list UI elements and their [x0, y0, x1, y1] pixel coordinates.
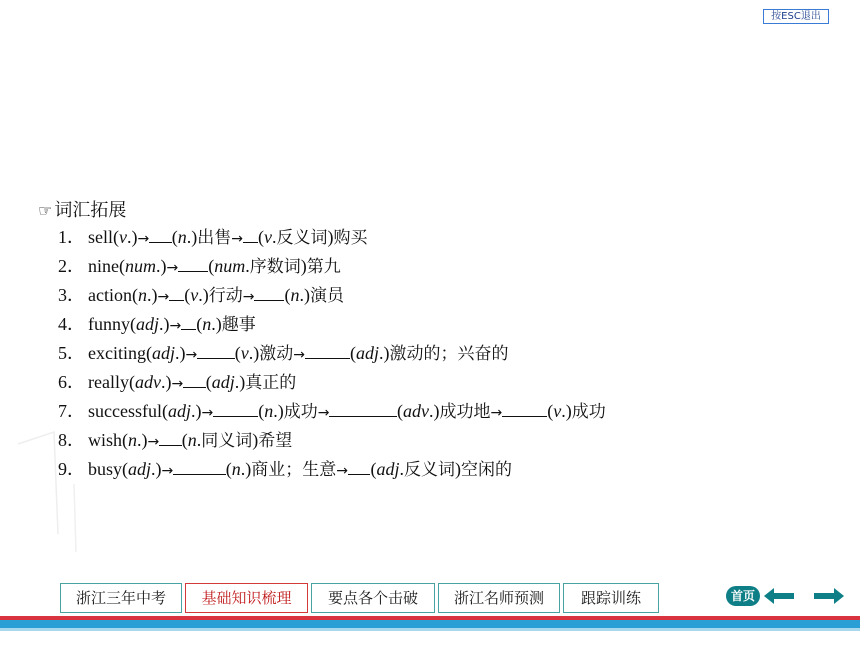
vocab-list: [58, 224, 606, 485]
item-text: (: [234, 343, 241, 363]
answer-blank[interactable]: [502, 401, 547, 417]
esc-exit-button[interactable]: 按ESC退出: [763, 9, 829, 24]
answer-blank[interactable]: [183, 372, 206, 388]
item-number: 9．: [58, 459, 85, 479]
arrow-right-icon[interactable]: [812, 588, 844, 604]
part-of-speech: n: [187, 430, 197, 450]
part-of-speech: v: [119, 227, 127, 247]
item-text: (: [349, 343, 356, 363]
faint-decoration: [14, 424, 134, 554]
item-text: action(: [88, 285, 138, 305]
vocab-item: [58, 340, 606, 369]
item-text: sell(: [88, 227, 119, 247]
item-text: .): [151, 459, 162, 479]
part-of-speech: adj: [355, 343, 379, 363]
vocab-item: [58, 427, 606, 456]
item-text: .)趣事: [211, 314, 256, 335]
arrow-icon: →: [490, 405, 503, 421]
item-text: busy(: [88, 459, 128, 479]
arrow-icon: →: [201, 405, 214, 421]
item-text: .)成功: [561, 401, 606, 422]
answer-blank[interactable]: [149, 227, 172, 243]
item-number: 2．: [58, 256, 85, 276]
part-of-speech: adj: [167, 401, 191, 421]
item-text: .)成功地: [428, 401, 491, 422]
answer-blank[interactable]: [348, 459, 371, 475]
item-number: 1．: [58, 227, 85, 247]
vocab-item: [58, 282, 606, 311]
item-text: .)行动: [198, 285, 243, 306]
footer-band-blue: [0, 620, 860, 628]
item-text: .): [137, 430, 148, 450]
item-text: wish(: [88, 430, 128, 450]
item-text: (: [225, 459, 232, 479]
arrow-icon: →: [169, 318, 182, 334]
item-text: (: [205, 372, 212, 392]
item-text: .)成功: [273, 401, 318, 422]
answer-blank[interactable]: [305, 343, 350, 359]
item-text: (: [258, 401, 265, 421]
item-text: (: [181, 430, 188, 450]
vocab-item: [58, 369, 606, 398]
item-text: (: [196, 314, 203, 334]
item-text: exciting(: [88, 343, 152, 363]
item-text: .同义词)希望: [196, 430, 293, 451]
part-of-speech: num: [124, 256, 156, 276]
item-text: (: [208, 256, 215, 276]
arrow-icon: →: [231, 231, 243, 247]
item-text: .): [127, 227, 138, 247]
part-of-speech: adv: [134, 372, 161, 392]
arrow-left-icon[interactable]: [764, 588, 796, 604]
item-number: 6．: [58, 372, 85, 392]
item-number: 3．: [58, 285, 85, 305]
item-number: 7．: [58, 401, 85, 421]
item-text: .序数词)第九: [245, 256, 341, 277]
part-of-speech: adj: [128, 459, 152, 479]
vocab-item: [58, 456, 606, 485]
part-of-speech: adj: [136, 314, 160, 334]
arrow-icon: →: [171, 376, 184, 392]
item-text: successful(: [88, 401, 168, 421]
part-of-speech: v: [190, 285, 199, 305]
part-of-speech: v: [553, 401, 562, 421]
part-of-speech: adj: [211, 372, 235, 392]
tab-basic-knowledge[interactable]: 基础知识梳理: [185, 583, 308, 613]
answer-blank[interactable]: [197, 343, 235, 359]
arrow-icon: →: [317, 405, 330, 421]
item-text: .): [146, 285, 158, 305]
item-text: .)出售: [186, 227, 232, 248]
item-text: (: [184, 285, 191, 305]
item-text: .反义词)购买: [271, 227, 368, 248]
arrow-icon: →: [161, 463, 174, 479]
item-number: 8．: [58, 430, 85, 450]
item-number: 5．: [58, 343, 85, 363]
item-text: (: [171, 227, 178, 247]
part-of-speech: n: [137, 285, 147, 305]
pointing-hand-icon: ☞: [38, 201, 53, 220]
item-text: .)激动: [248, 343, 294, 364]
part-of-speech: n: [128, 430, 137, 450]
item-text: .反义词)空闲的: [399, 459, 512, 480]
item-text: (: [257, 227, 264, 247]
vocab-item: [58, 224, 606, 253]
arrow-icon: →: [336, 463, 348, 479]
part-of-speech: n: [264, 401, 274, 421]
answer-blank[interactable]: [178, 256, 208, 272]
item-text: really(: [88, 372, 135, 392]
vocab-item: [58, 398, 606, 427]
part-of-speech: num: [214, 256, 246, 276]
item-text: (: [370, 459, 377, 479]
tab-zhejiang-exams[interactable]: 浙江三年中考: [60, 583, 182, 613]
item-text: funny(: [88, 314, 136, 334]
part-of-speech: n: [231, 459, 241, 479]
tab-key-points[interactable]: 要点各个击破: [311, 583, 435, 613]
item-text: (: [396, 401, 403, 421]
vocab-item: [58, 253, 606, 282]
part-of-speech: adj: [376, 459, 400, 479]
part-of-speech: adv: [402, 401, 429, 421]
bottom-nav: [60, 583, 659, 613]
item-text: (: [284, 285, 291, 305]
tab-follow-up-practice[interactable]: 跟踪训练: [563, 583, 659, 613]
item-text: .): [191, 401, 202, 421]
section-title: [38, 198, 606, 224]
answer-blank[interactable]: [173, 459, 226, 475]
item-text: nine(: [88, 256, 125, 276]
item-text: .)真正的: [234, 372, 297, 393]
part-of-speech: n: [290, 285, 300, 305]
part-of-speech: n: [177, 227, 187, 247]
arrow-icon: →: [242, 289, 255, 305]
tab-teacher-prediction[interactable]: 浙江名师预测: [438, 583, 560, 613]
item-text: (: [547, 401, 554, 421]
part-of-speech: adj: [151, 343, 175, 363]
footer-band-lightblue: [0, 628, 860, 631]
answer-blank[interactable]: [213, 401, 258, 417]
arrow-icon: →: [147, 434, 160, 450]
item-number: 4．: [58, 314, 85, 334]
answer-blank[interactable]: [169, 285, 184, 301]
vocab-item: [58, 311, 606, 340]
item-text: .): [160, 372, 172, 392]
part-of-speech: n: [202, 314, 212, 334]
arrow-icon: →: [185, 347, 198, 363]
item-text: .): [155, 256, 167, 276]
answer-blank[interactable]: [243, 227, 258, 243]
item-text: .)演员: [299, 285, 344, 306]
answer-blank[interactable]: [159, 430, 182, 446]
answer-blank[interactable]: [254, 285, 284, 301]
part-of-speech: v: [240, 343, 249, 363]
arrow-icon: →: [137, 231, 150, 247]
item-text: .): [175, 343, 186, 363]
answer-blank[interactable]: [329, 401, 397, 417]
item-text: .)激动的；兴奋的: [378, 343, 509, 364]
arrow-icon: →: [157, 289, 170, 305]
section-title-text: 词汇拓展: [54, 200, 127, 221]
arrow-icon: →: [293, 347, 305, 363]
item-text: .)商业；生意: [240, 459, 337, 480]
arrow-icon: →: [166, 260, 179, 276]
part-of-speech: v: [263, 227, 272, 247]
item-text: .): [159, 314, 170, 334]
home-button[interactable]: 首页: [726, 586, 760, 606]
answer-blank[interactable]: [181, 314, 196, 330]
